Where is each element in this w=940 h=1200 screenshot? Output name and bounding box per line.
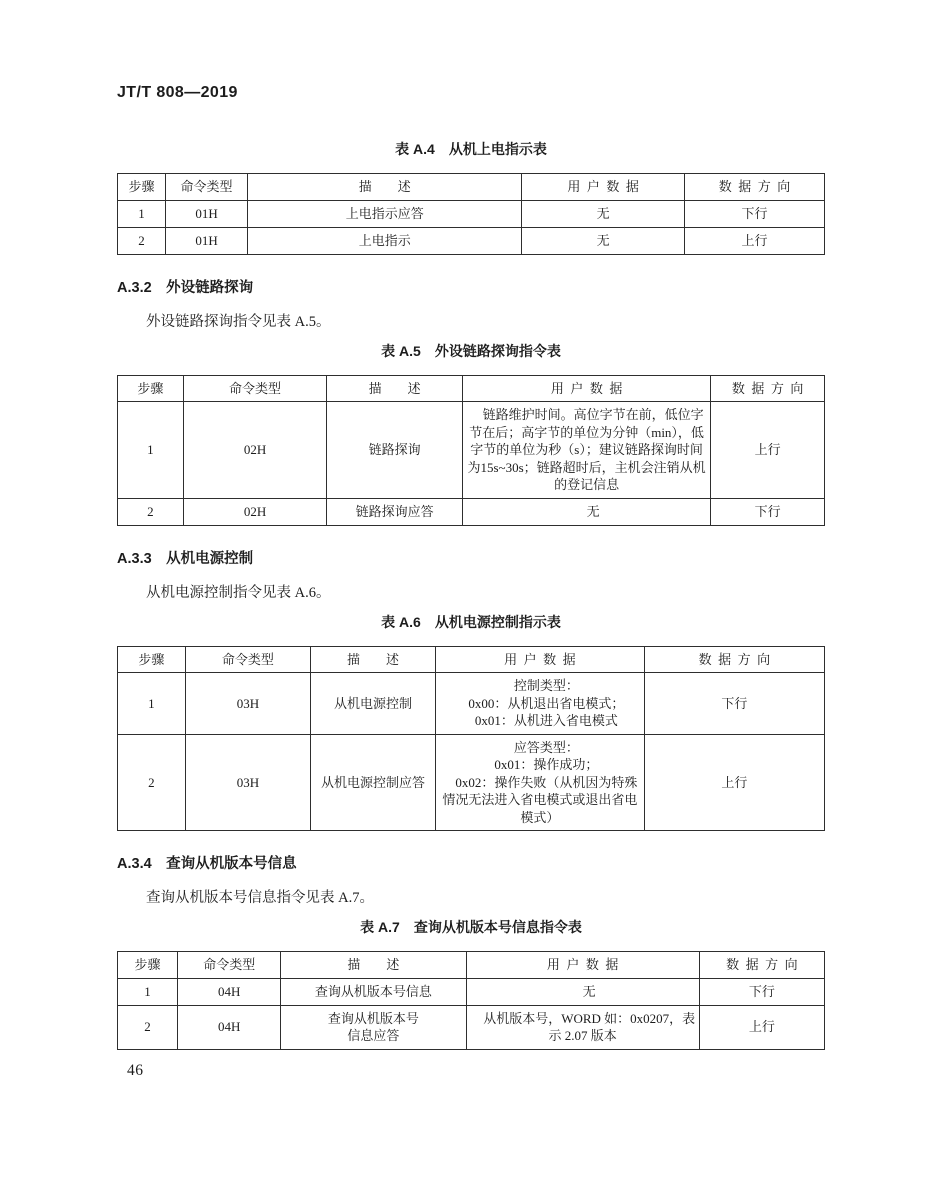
column-header: 数 据 方 向 xyxy=(684,174,824,201)
table-a6-caption: 表 A.6 从机电源控制指示表 xyxy=(381,613,561,630)
cell-text-line: 01H xyxy=(195,232,218,248)
cell-text-line: 查询从机版本号信息 xyxy=(314,983,432,999)
cell-text-line: 1 xyxy=(148,695,155,711)
cell-text-line: 0x01：从机进入省电模式 xyxy=(474,713,618,728)
cell-text-line: 03H xyxy=(236,695,260,711)
table-cell xyxy=(463,498,711,525)
table-cell xyxy=(644,734,824,831)
column-header: 步骤 xyxy=(118,375,184,402)
table-a6 xyxy=(117,646,825,832)
table-cell xyxy=(327,402,463,499)
table-cell xyxy=(118,498,184,525)
table-cell xyxy=(118,978,178,1005)
table-a4 xyxy=(117,173,825,255)
table-cell xyxy=(183,498,327,525)
cell-text-line: 01H xyxy=(195,205,218,221)
column-header: 用 户 数 据 xyxy=(436,646,645,673)
section-a3-4-heading: A.3.4 查询从机版本号信息 xyxy=(117,856,297,872)
column-header: 用 户 数 据 xyxy=(463,375,711,402)
table-row xyxy=(118,1005,825,1049)
cell-text-line: 上行 xyxy=(754,442,781,457)
cell-text-line: 0x02：操作失败（从机因为特殊情况无法进入省电模式或退出省电模式） xyxy=(442,774,638,825)
cell-text-line: 信息应答 xyxy=(347,1028,400,1043)
table-row xyxy=(118,673,825,735)
section-a3-2-heading: A.3.2 外设链路探询 xyxy=(117,279,254,296)
cell-text-line: 2 xyxy=(147,503,154,519)
table-row xyxy=(118,402,825,499)
column-header: 数 据 方 向 xyxy=(699,952,824,979)
table-cell xyxy=(522,227,685,254)
cell-text-line: 02H xyxy=(243,442,267,457)
table-cell xyxy=(118,200,166,227)
table-cell xyxy=(166,227,248,254)
cell-text-line: 无 xyxy=(586,503,600,519)
cell-text-line: 2 xyxy=(144,1019,151,1035)
cell-text-line: 2 xyxy=(148,774,155,790)
table-cell xyxy=(185,673,310,735)
table-cell xyxy=(711,402,825,499)
cell-text-line: 02H xyxy=(243,503,267,519)
table-cell xyxy=(466,978,699,1005)
cell-text-line: 下行 xyxy=(721,695,748,711)
cell-text-line: 链路探询应答 xyxy=(355,503,434,519)
cell-text-line: 04H xyxy=(218,983,241,999)
cell-text-line: 上行 xyxy=(748,1019,775,1035)
table-cell xyxy=(183,402,327,499)
table-row xyxy=(118,498,825,525)
cell-text-line: 从机版本号，WORD 如：0x0207，表示 2.07 版本 xyxy=(483,1010,696,1043)
column-header: 步骤 xyxy=(118,952,178,979)
cell-text-line: 链路维护时间。高位字节在前，低位字节在后；高字节的单位为分钟（min），低字节的单位为秒（s）；建议链路探询时间为15s~30s；链路超时后，主机会注销从机的登记信息 xyxy=(467,407,706,492)
table-header-row xyxy=(118,375,825,402)
table-cell xyxy=(699,1005,824,1049)
cell-text-line: 1 xyxy=(144,983,151,999)
cell-text-line: 应答类型： xyxy=(513,739,579,755)
doc-number: JT/T 808—2019 xyxy=(117,84,238,101)
table-cell xyxy=(118,227,166,254)
cell-text-line: 03H xyxy=(236,774,260,790)
table-cell xyxy=(522,200,685,227)
table-cell xyxy=(166,200,248,227)
table-cell xyxy=(327,498,463,525)
cell-text-line: 上行 xyxy=(721,774,748,790)
table-cell xyxy=(684,200,824,227)
cell-text-line: 下行 xyxy=(748,983,775,999)
table-row xyxy=(118,978,825,1005)
section-a3-4-paragraph: 查询从机版本号信息指令见表 A.7。 xyxy=(146,890,374,906)
cell-text-line: 下行 xyxy=(741,205,768,221)
table-cell xyxy=(310,734,435,831)
table-cell xyxy=(118,734,186,831)
cell-text-line: 上行 xyxy=(741,232,768,248)
column-header: 命令类型 xyxy=(183,375,327,402)
table-row xyxy=(118,734,825,831)
cell-text-line: 上电指示 xyxy=(358,232,411,248)
page-number: 46 xyxy=(127,1061,144,1079)
section-a3-3-paragraph: 从机电源控制指令见表 A.6。 xyxy=(146,584,331,601)
section-a3-3-heading: A.3.3 从机电源控制 xyxy=(117,550,254,567)
cell-text-line: 0x00：从机退出省电模式； xyxy=(468,695,625,711)
column-header: 用 户 数 据 xyxy=(466,952,699,979)
column-header: 描 述 xyxy=(327,375,463,402)
column-header: 步骤 xyxy=(118,174,166,201)
column-header: 数 据 方 向 xyxy=(644,646,824,673)
cell-text-line: 链路探询 xyxy=(368,442,421,457)
cell-text-line: 1 xyxy=(147,442,154,457)
cell-text-line: 从机电源控制应答 xyxy=(321,774,426,790)
column-header: 描 述 xyxy=(310,646,435,673)
table-cell xyxy=(118,1005,178,1049)
table-cell xyxy=(248,227,522,254)
cell-text-line: 无 xyxy=(596,232,610,248)
cell-text-line: 无 xyxy=(582,983,596,999)
table-cell xyxy=(118,402,184,499)
table-a5-caption: 表 A.5 外设链路探询指令表 xyxy=(381,342,561,359)
table-cell xyxy=(436,734,645,831)
cell-text-line: 从机电源控制 xyxy=(334,695,413,711)
table-cell xyxy=(699,978,824,1005)
cell-text-line: 04H xyxy=(218,1019,241,1035)
column-header: 描 述 xyxy=(248,174,522,201)
table-cell xyxy=(178,978,281,1005)
cell-text-line: 查询从机版本号 xyxy=(327,1010,419,1026)
table-cell xyxy=(436,673,645,735)
table-header-row xyxy=(118,952,825,979)
table-a4-caption: 表 A.4 从机上电指示表 xyxy=(395,141,547,157)
table-cell xyxy=(711,498,825,525)
table-cell xyxy=(178,1005,281,1049)
column-header: 命令类型 xyxy=(166,174,248,201)
table-cell xyxy=(118,673,186,735)
table-cell xyxy=(463,402,711,499)
table-cell xyxy=(248,200,522,227)
table-a7 xyxy=(117,951,825,1050)
table-a7-caption: 表 A.7 查询从机版本号信息指令表 xyxy=(360,919,582,935)
table-cell xyxy=(644,673,824,735)
table-cell xyxy=(281,978,466,1005)
table-cell xyxy=(310,673,435,735)
table-header-row xyxy=(118,646,825,673)
column-header: 步骤 xyxy=(118,646,186,673)
column-header: 命令类型 xyxy=(185,646,310,673)
table-header-row xyxy=(118,174,825,201)
table-row xyxy=(118,200,825,227)
table-cell xyxy=(185,734,310,831)
column-header: 描 述 xyxy=(281,952,466,979)
column-header: 命令类型 xyxy=(178,952,281,979)
cell-text-line: 上电指示应答 xyxy=(345,205,424,221)
cell-text-line: 控制类型： xyxy=(513,678,579,693)
column-header: 用 户 数 据 xyxy=(522,174,685,201)
table-a5 xyxy=(117,375,825,526)
section-a3-2-paragraph: 外设链路探询指令见表 A.5。 xyxy=(146,313,331,330)
table-row xyxy=(118,227,825,254)
column-header: 数 据 方 向 xyxy=(711,375,825,402)
cell-text-line: 2 xyxy=(138,232,145,248)
table-cell xyxy=(466,1005,699,1049)
table-cell xyxy=(684,227,824,254)
cell-text-line: 1 xyxy=(138,205,145,221)
cell-text-line: 下行 xyxy=(754,503,781,519)
table-cell xyxy=(281,1005,466,1049)
cell-text-line: 无 xyxy=(596,205,610,221)
cell-text-line: 0x01：操作成功； xyxy=(494,757,599,772)
